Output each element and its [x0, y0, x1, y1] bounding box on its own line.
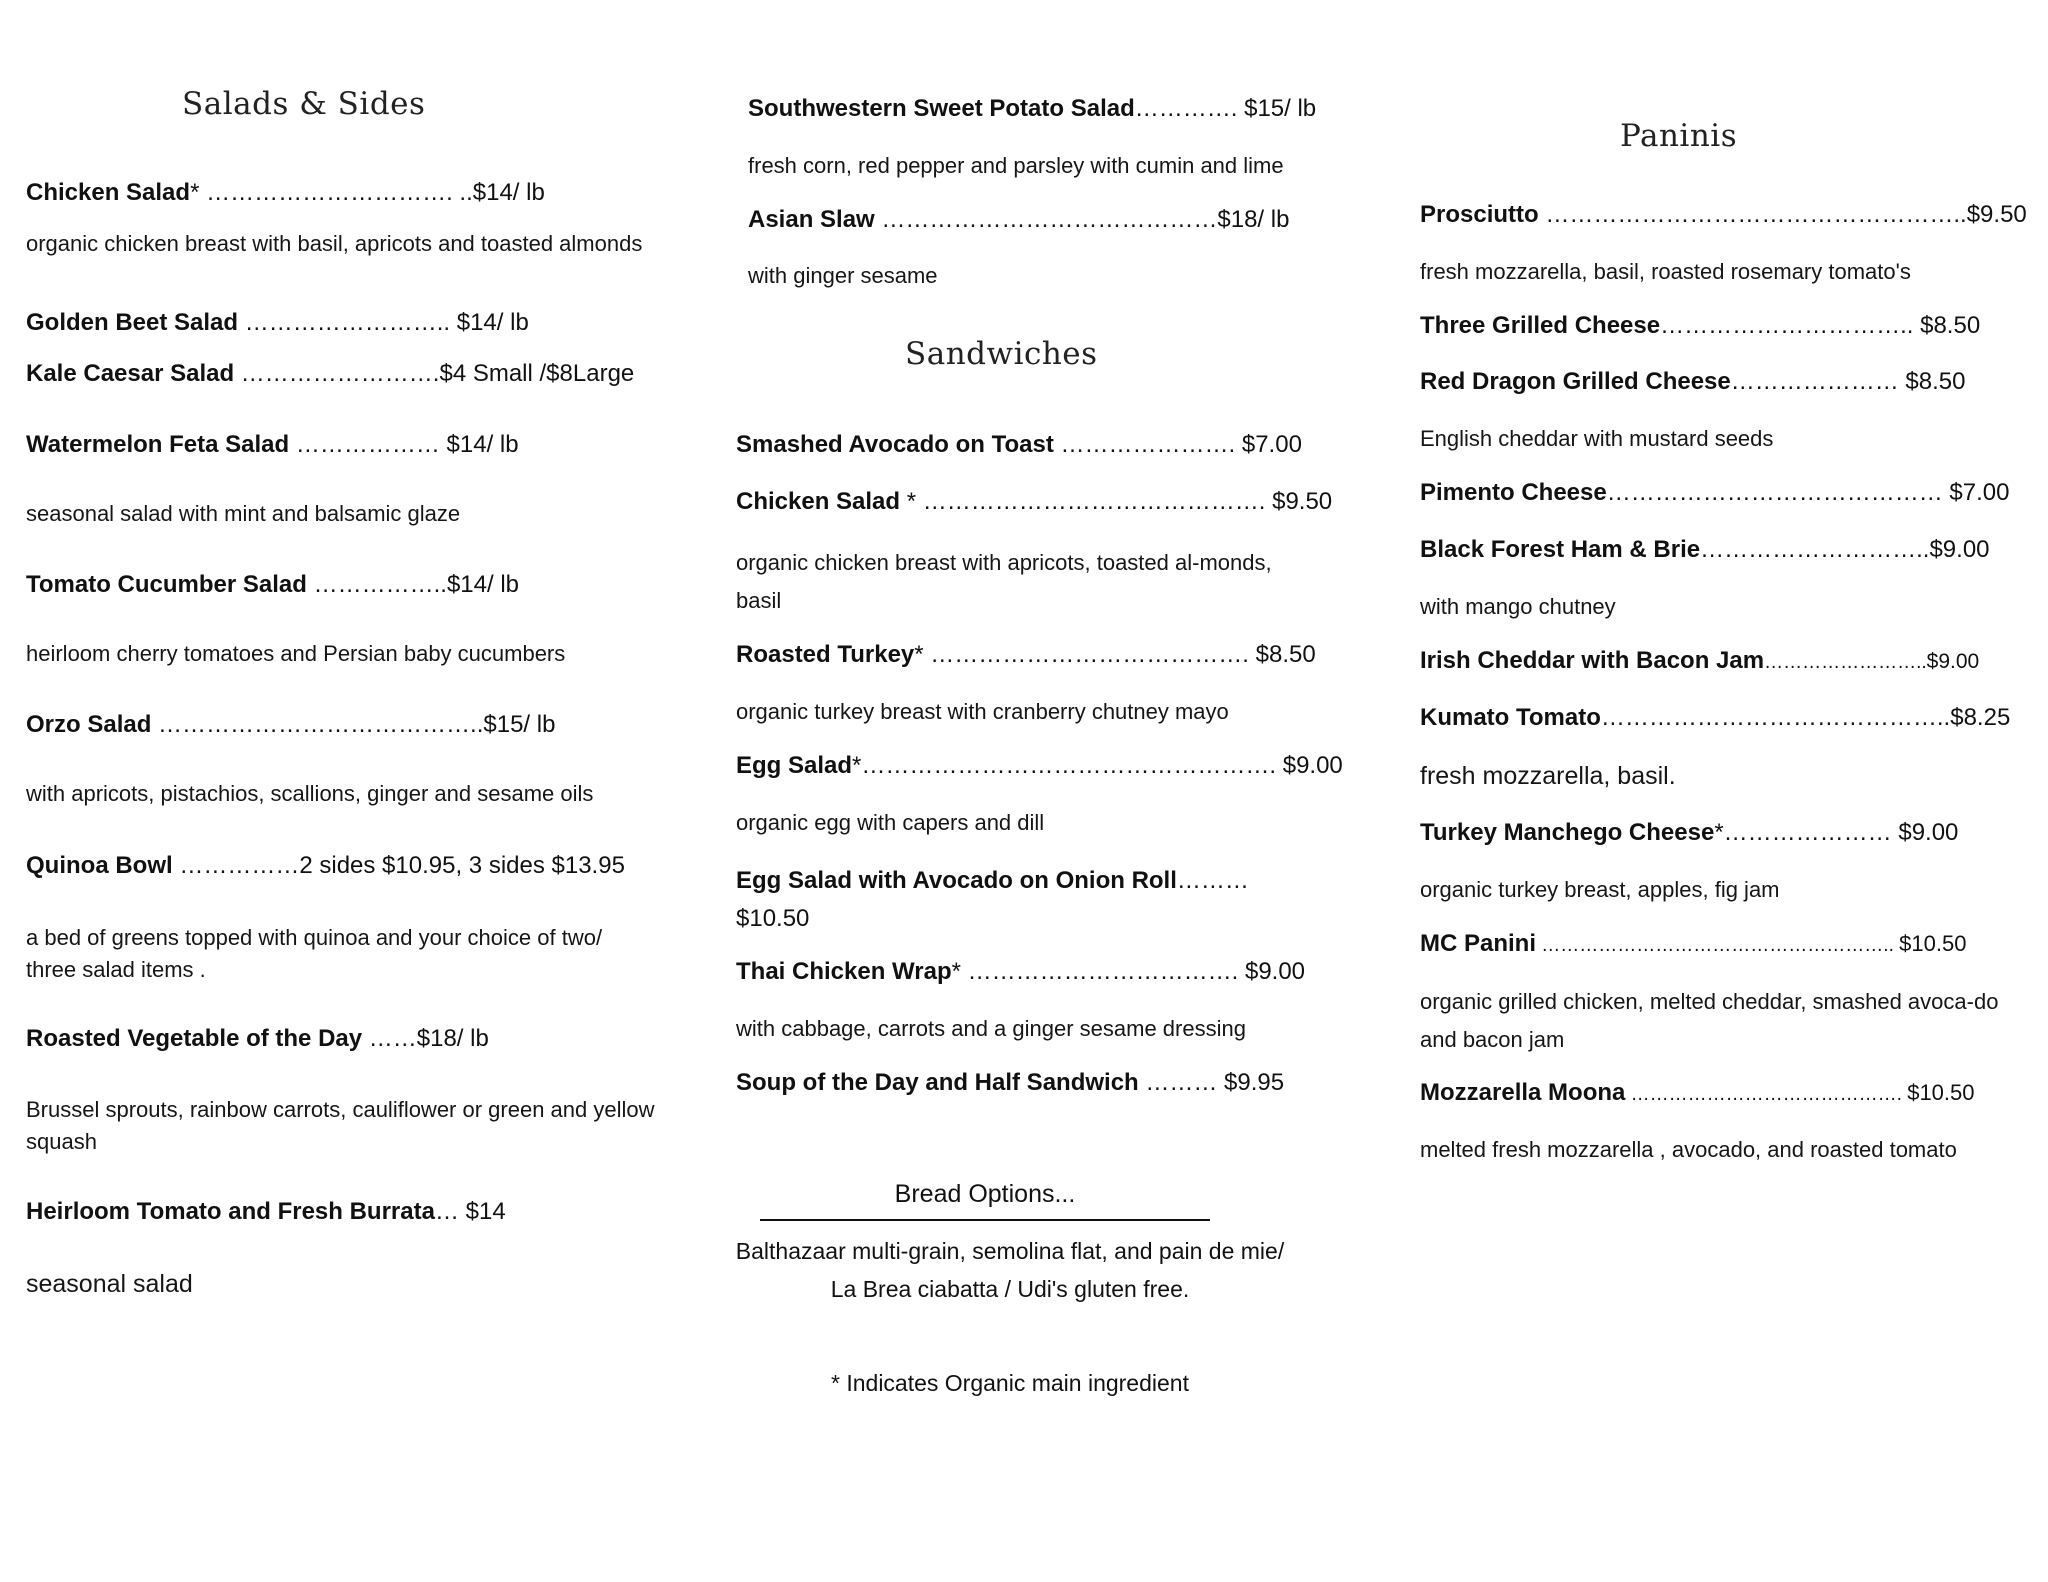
item-description: with apricots, pistachios, scallions, ginger and sesame oils [26, 781, 594, 806]
menu-item [1420, 818, 1958, 848]
item-price: $8.25 [1950, 704, 2011, 731]
item-dots: ……………………………………………….. [1536, 935, 1900, 956]
item-description: organic grilled chicken, melted cheddar, smashed avoca-do and bacon jam [1420, 989, 1999, 1052]
item-price: $10.50 [736, 905, 810, 932]
item-price: $15/ lb [483, 711, 556, 738]
item-price: $4 Small /$8Large [439, 360, 635, 387]
item-dots: …………………………………… [1606, 479, 1950, 506]
item-dots: …… [362, 1025, 417, 1052]
item-price: $14 [465, 1198, 506, 1225]
menu-item [1420, 929, 1966, 961]
item-name: Heirloom Tomato and Fresh Burrata [26, 1198, 435, 1225]
item-name: Black Forest Ham & Brie [1420, 536, 1701, 563]
menu-item [26, 851, 625, 881]
item-name: Egg Salad with Avocado on Onion Roll [736, 867, 1177, 894]
item-name: Chicken Salad [736, 488, 901, 515]
item-name: Chicken Salad [26, 179, 191, 206]
bread-options-text: Balthazaar multi-grain, semolina flat, and pain de mie/ La Brea ciabatta / Udi's gluten free. [735, 1238, 1285, 1302]
organic-mark: * [914, 641, 924, 668]
menu-item [26, 430, 519, 460]
item-dots: ……………………………. [960, 958, 1245, 985]
item-price: $18/ lb [1217, 206, 1290, 233]
menu-item [1420, 1078, 1975, 1110]
menu-item [736, 487, 1332, 517]
menu-item [1420, 367, 1965, 397]
item-name: Quinoa Bowl [26, 852, 173, 879]
item-description: fresh mozzarella, basil. [1420, 762, 1676, 790]
item-dots: …………………………………………….. [1538, 201, 1967, 228]
item-price: $8.50 [1255, 641, 1316, 668]
item-dots: …………………………………. [923, 641, 1256, 668]
organic-mark: * [190, 179, 200, 206]
item-dots: ……… [1176, 867, 1249, 894]
item-name: Kale Caesar Salad [26, 360, 235, 387]
item-dots: ………………… [1730, 368, 1906, 395]
item-price: $9.50 [1966, 201, 2027, 228]
sandwiches-heading: Sandwiches [905, 336, 1098, 372]
menu-item [26, 308, 529, 338]
item-description: English cheddar with mustard seeds [1420, 426, 1774, 451]
item-dots: ……… [1138, 1069, 1225, 1096]
item-price: $8.50 [1920, 312, 1981, 339]
item-description: melted fresh mozzarella , avocado, and roasted tomato [1420, 1137, 1957, 1162]
item-description: with ginger sesame [748, 263, 938, 288]
menu-item [26, 178, 545, 208]
item-dots: ………………… [1723, 819, 1899, 846]
item-dots: …………………….. [238, 309, 457, 336]
item-name: Golden Beet Salad [26, 309, 239, 336]
menu-item [26, 710, 555, 740]
menu-item [1420, 478, 2009, 508]
menu-item [736, 640, 1316, 670]
organic-mark: * [852, 752, 862, 779]
menu-item [748, 94, 1316, 124]
paninis-heading: Paninis [1620, 118, 1738, 154]
menu-item [1420, 535, 1990, 565]
item-description: a bed of greens topped with quinoa and your choice of two/ three salad items . [26, 925, 603, 982]
item-name: Three Grilled Cheese [1420, 312, 1661, 339]
menu-item [736, 1068, 1284, 1098]
bread-options-title: Bread Options... [760, 1180, 1210, 1221]
item-dots: ………………………….. [1660, 312, 1921, 339]
item-dots: ……………………………………………. [861, 752, 1283, 779]
menu-item [26, 570, 519, 600]
item-description: Brussel sprouts, rainbow carrots, cauliflower or green and yellow squash [26, 1097, 655, 1154]
item-description: seasonal salad with mint and balsamic glaze [26, 501, 461, 526]
item-name: Roasted Turkey [736, 641, 915, 668]
item-name: Prosciutto [1420, 201, 1539, 228]
item-name: Kumato Tomato [1420, 704, 1601, 731]
item-price: $14/ lb [446, 431, 519, 458]
item-price: $7.00 [1949, 479, 2010, 506]
item-name: Egg Salad [736, 752, 853, 779]
item-price: $10.50 [1907, 1080, 1975, 1105]
item-price: 2 sides $10.95, 3 sides $13.95 [299, 852, 625, 879]
item-price: $14/ lb [446, 571, 520, 598]
menu-item [1420, 200, 2027, 230]
item-dots: …………………….. [1764, 652, 1927, 673]
menu-item [1420, 646, 1979, 678]
item-price: $9.50 [1272, 488, 1333, 515]
item-name: Mozzarella Moona [1420, 1079, 1626, 1106]
item-description: organic turkey breast, apples, fig jam [1420, 877, 1780, 902]
item-price: $8.50 [1905, 368, 1966, 395]
item-price: $9.00 [1926, 650, 1980, 673]
item-dots: ………………………………….. [151, 711, 484, 738]
item-name: Soup of the Day and Half Sandwich [736, 1069, 1139, 1096]
item-price: $10.50 [1899, 931, 1967, 956]
menu-item [26, 359, 634, 389]
item-description: fresh corn, red pepper and parsley with cumin and lime [748, 153, 1284, 178]
organic-mark: * [1714, 819, 1724, 846]
menu-item [26, 1197, 506, 1227]
item-dots: ……………………. [234, 360, 440, 387]
menu-item [26, 1024, 489, 1054]
item-dots: ……………………….. [1700, 536, 1930, 563]
item-name: Southwestern Sweet Potato Salad [748, 95, 1135, 122]
item-name: Pimento Cheese [1420, 479, 1607, 506]
item-dots: …………………………. .. [199, 179, 473, 206]
menu-item [1420, 703, 2010, 733]
item-name: Irish Cheddar with Bacon Jam [1420, 647, 1765, 674]
item-dots: ……………… [289, 431, 447, 458]
menu-item [736, 957, 1305, 987]
item-price: $14/ lb [456, 309, 529, 336]
item-description: organic egg with capers and dill [736, 810, 1045, 835]
item-description: fresh mozzarella, basil, roasted rosemary tomato's [1420, 259, 1911, 284]
menu-item [736, 862, 1276, 938]
item-price: $15/ lb [1244, 95, 1317, 122]
item-price: $9.00 [1898, 819, 1959, 846]
item-price: $18/ lb [416, 1025, 489, 1052]
salads-heading: Salads & Sides [182, 86, 426, 122]
item-dots: ……………………………………. [1625, 1084, 1908, 1105]
item-dots: …………. [1134, 95, 1245, 122]
item-price: $9.95 [1224, 1069, 1285, 1096]
item-description: seasonal salad [26, 1270, 193, 1298]
item-description: with cabbage, carrots and a ginger sesame dressing [736, 1016, 1246, 1041]
item-name: Red Dragon Grilled Cheese [1420, 368, 1731, 395]
item-price: $14/ lb [472, 179, 545, 206]
item-description: heirloom cherry tomatoes and Persian baby cucumbers [26, 641, 566, 666]
item-description: organic turkey breast with cranberry chutney mayo [736, 699, 1229, 724]
item-name: Roasted Vegetable of the Day [26, 1025, 363, 1052]
item-name: Turkey Manchego Cheese [1420, 819, 1715, 846]
item-dots: … [434, 1198, 466, 1225]
menu-item [736, 430, 1302, 460]
item-price: $9.00 [1282, 752, 1343, 779]
item-price: $7.00 [1241, 431, 1302, 458]
item-dots: …………………………………… [874, 206, 1218, 233]
item-description: organic chicken breast with basil, apricots and toasted almonds [26, 231, 643, 256]
item-name: Watermelon Feta Salad [26, 431, 290, 458]
organic-footnote: * Indicates Organic main ingredient [831, 1370, 1189, 1396]
item-price: $9.00 [1244, 958, 1306, 985]
organic-mark: * [900, 488, 917, 515]
item-description: with mango chutney [1420, 594, 1616, 619]
menu-item [748, 205, 1289, 235]
item-dots: …………………………………….. [1600, 704, 1951, 731]
item-dots: …………… [172, 852, 300, 879]
item-name: Asian Slaw [748, 206, 875, 233]
item-dots: …………………. [1053, 431, 1242, 458]
item-name: Thai Chicken Wrap [736, 958, 952, 985]
item-name: MC Panini [1420, 930, 1537, 957]
item-price: $9.00 [1929, 536, 1990, 563]
menu-item [736, 751, 1343, 781]
item-name: Smashed Avocado on Toast [736, 431, 1054, 458]
item-description: organic chicken breast with apricots, toasted al-monds, basil [736, 550, 1272, 613]
organic-mark: * [951, 958, 961, 985]
item-dots: ……………………………………. [916, 488, 1273, 515]
item-dots: …………….. [306, 571, 447, 598]
item-name: Tomato Cucumber Salad [26, 571, 307, 598]
item-name: Orzo Salad [26, 711, 152, 738]
menu-item [1420, 311, 1980, 341]
